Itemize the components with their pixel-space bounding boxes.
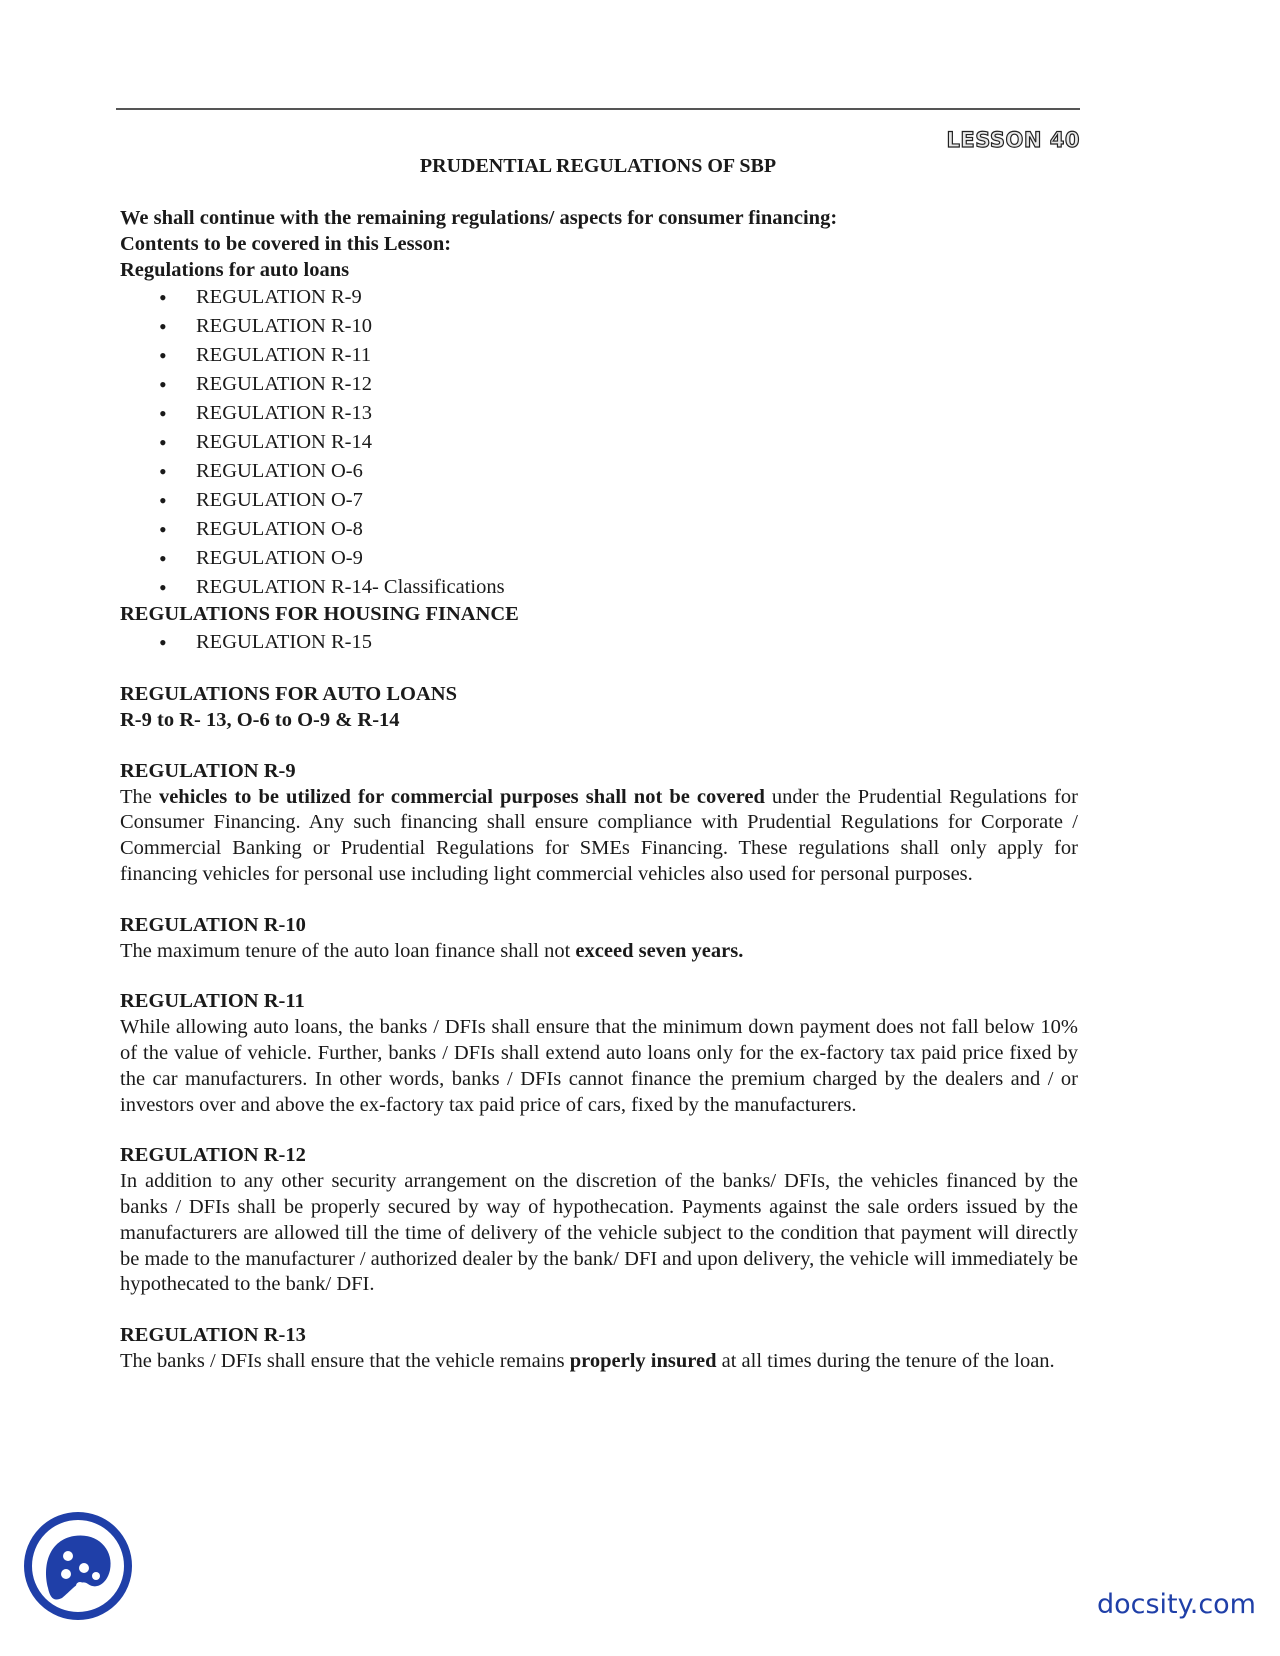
document-body (120, 206, 1078, 1375)
auto-loans-list (120, 283, 1078, 602)
list-item: • REGULATION R-14 (196, 428, 1078, 457)
list-item: • REGULATION O-9 (196, 544, 1078, 573)
list-item: • REGULATION R-13 (196, 399, 1078, 428)
lesson-label: LESSON 40 (946, 128, 1080, 152)
list-item: • REGULATION R-14- Classifications (196, 573, 1078, 602)
list-item: • REGULATION R-10 (196, 312, 1078, 341)
r10-paragraph: The maximum tenure of the auto loan finance shall not exceed seven years. (120, 939, 744, 962)
page-title: PRUDENTIAL REGULATIONS OF SBP (419, 155, 777, 177)
auto-section-heading: REGULATIONS FOR AUTO LOANS (120, 683, 457, 706)
housing-heading: REGULATIONS FOR HOUSING FINANCE (120, 603, 519, 626)
list-item: • REGULATION O-6 (196, 457, 1078, 486)
auto-section-subheading: R-9 to R- 13, O-6 to O-9 & R-14 (120, 708, 400, 731)
intro-line: We shall continue with the remaining regulations/ aspects for consumer financing: (120, 207, 838, 229)
header-rule (116, 108, 1080, 110)
r13-heading: REGULATION R-13 (120, 1324, 306, 1347)
r13-paragraph: The banks / DFIs shall ensure that the vehicle remains properly insured at all times during the tenure of the loan. (120, 1349, 1055, 1372)
list-item: • REGULATION R-15 (196, 628, 1078, 657)
list-item: • REGULATION R-9 (196, 283, 1078, 312)
list-item: • REGULATION R-11 (196, 341, 1078, 370)
docsity-logo-icon[interactable] (22, 1510, 134, 1622)
contents-heading: Contents to be covered in this Lesson: (120, 232, 452, 255)
r12-heading: REGULATION R-12 (120, 1144, 306, 1167)
list-item: • REGULATION O-8 (196, 515, 1078, 544)
housing-list (120, 628, 1078, 657)
list-item: • REGULATION R-12 (196, 370, 1078, 399)
r11-paragraph: While allowing auto loans, the banks / DFIs shall ensure that the minimum down payment does not fall below 10% of the value of vehicle. Further, banks / DFIs shall extend auto loans only for the ex-factory tax paid price fixed by the car manufacturers. In other words, banks / DFIs cannot finance the premium charged by the dealers and / or investors over and above the ex-factory tax paid price of cars, fixed by the manufacturers. (120, 1016, 1078, 1116)
r12-paragraph: In addition to any other security arrangement on the discretion of the banks/ DFIs, the vehicles financed by the banks / DFIs shall be properly secured by way of hypothecation. Payments against the sale orders issued by the manufacturers are allowed till the time of delivery of the vehicle subject to the condition that payment will directly be made to the manufacturer / authorized dealer by the bank/ DFI and upon delivery, the vehicle will immediately be hypothecated to the bank/ DFI. (120, 1170, 1078, 1296)
r9-paragraph: The vehicles to be utilized for commercial purposes shall not be covered under the Prudential Regulations for Consumer Financing. Any such financing shall ensure compliance with Prudential Regulations for Corporate / Commercial Banking or Prudential Regulations for SMEs Financing. These regulations shall only apply for financing vehicles for personal use including light commercial vehicles also used for personal purposes. (120, 785, 1079, 885)
r11-heading: REGULATION R-11 (120, 990, 305, 1013)
r10-heading: REGULATION R-10 (120, 913, 306, 936)
list-item: • REGULATION O-7 (196, 486, 1078, 515)
auto-loans-heading: Regulations for auto loans (120, 258, 350, 281)
r9-heading: REGULATION R-9 (120, 759, 296, 782)
docsity-brand-link[interactable]: docsity.com (1096, 1589, 1256, 1620)
